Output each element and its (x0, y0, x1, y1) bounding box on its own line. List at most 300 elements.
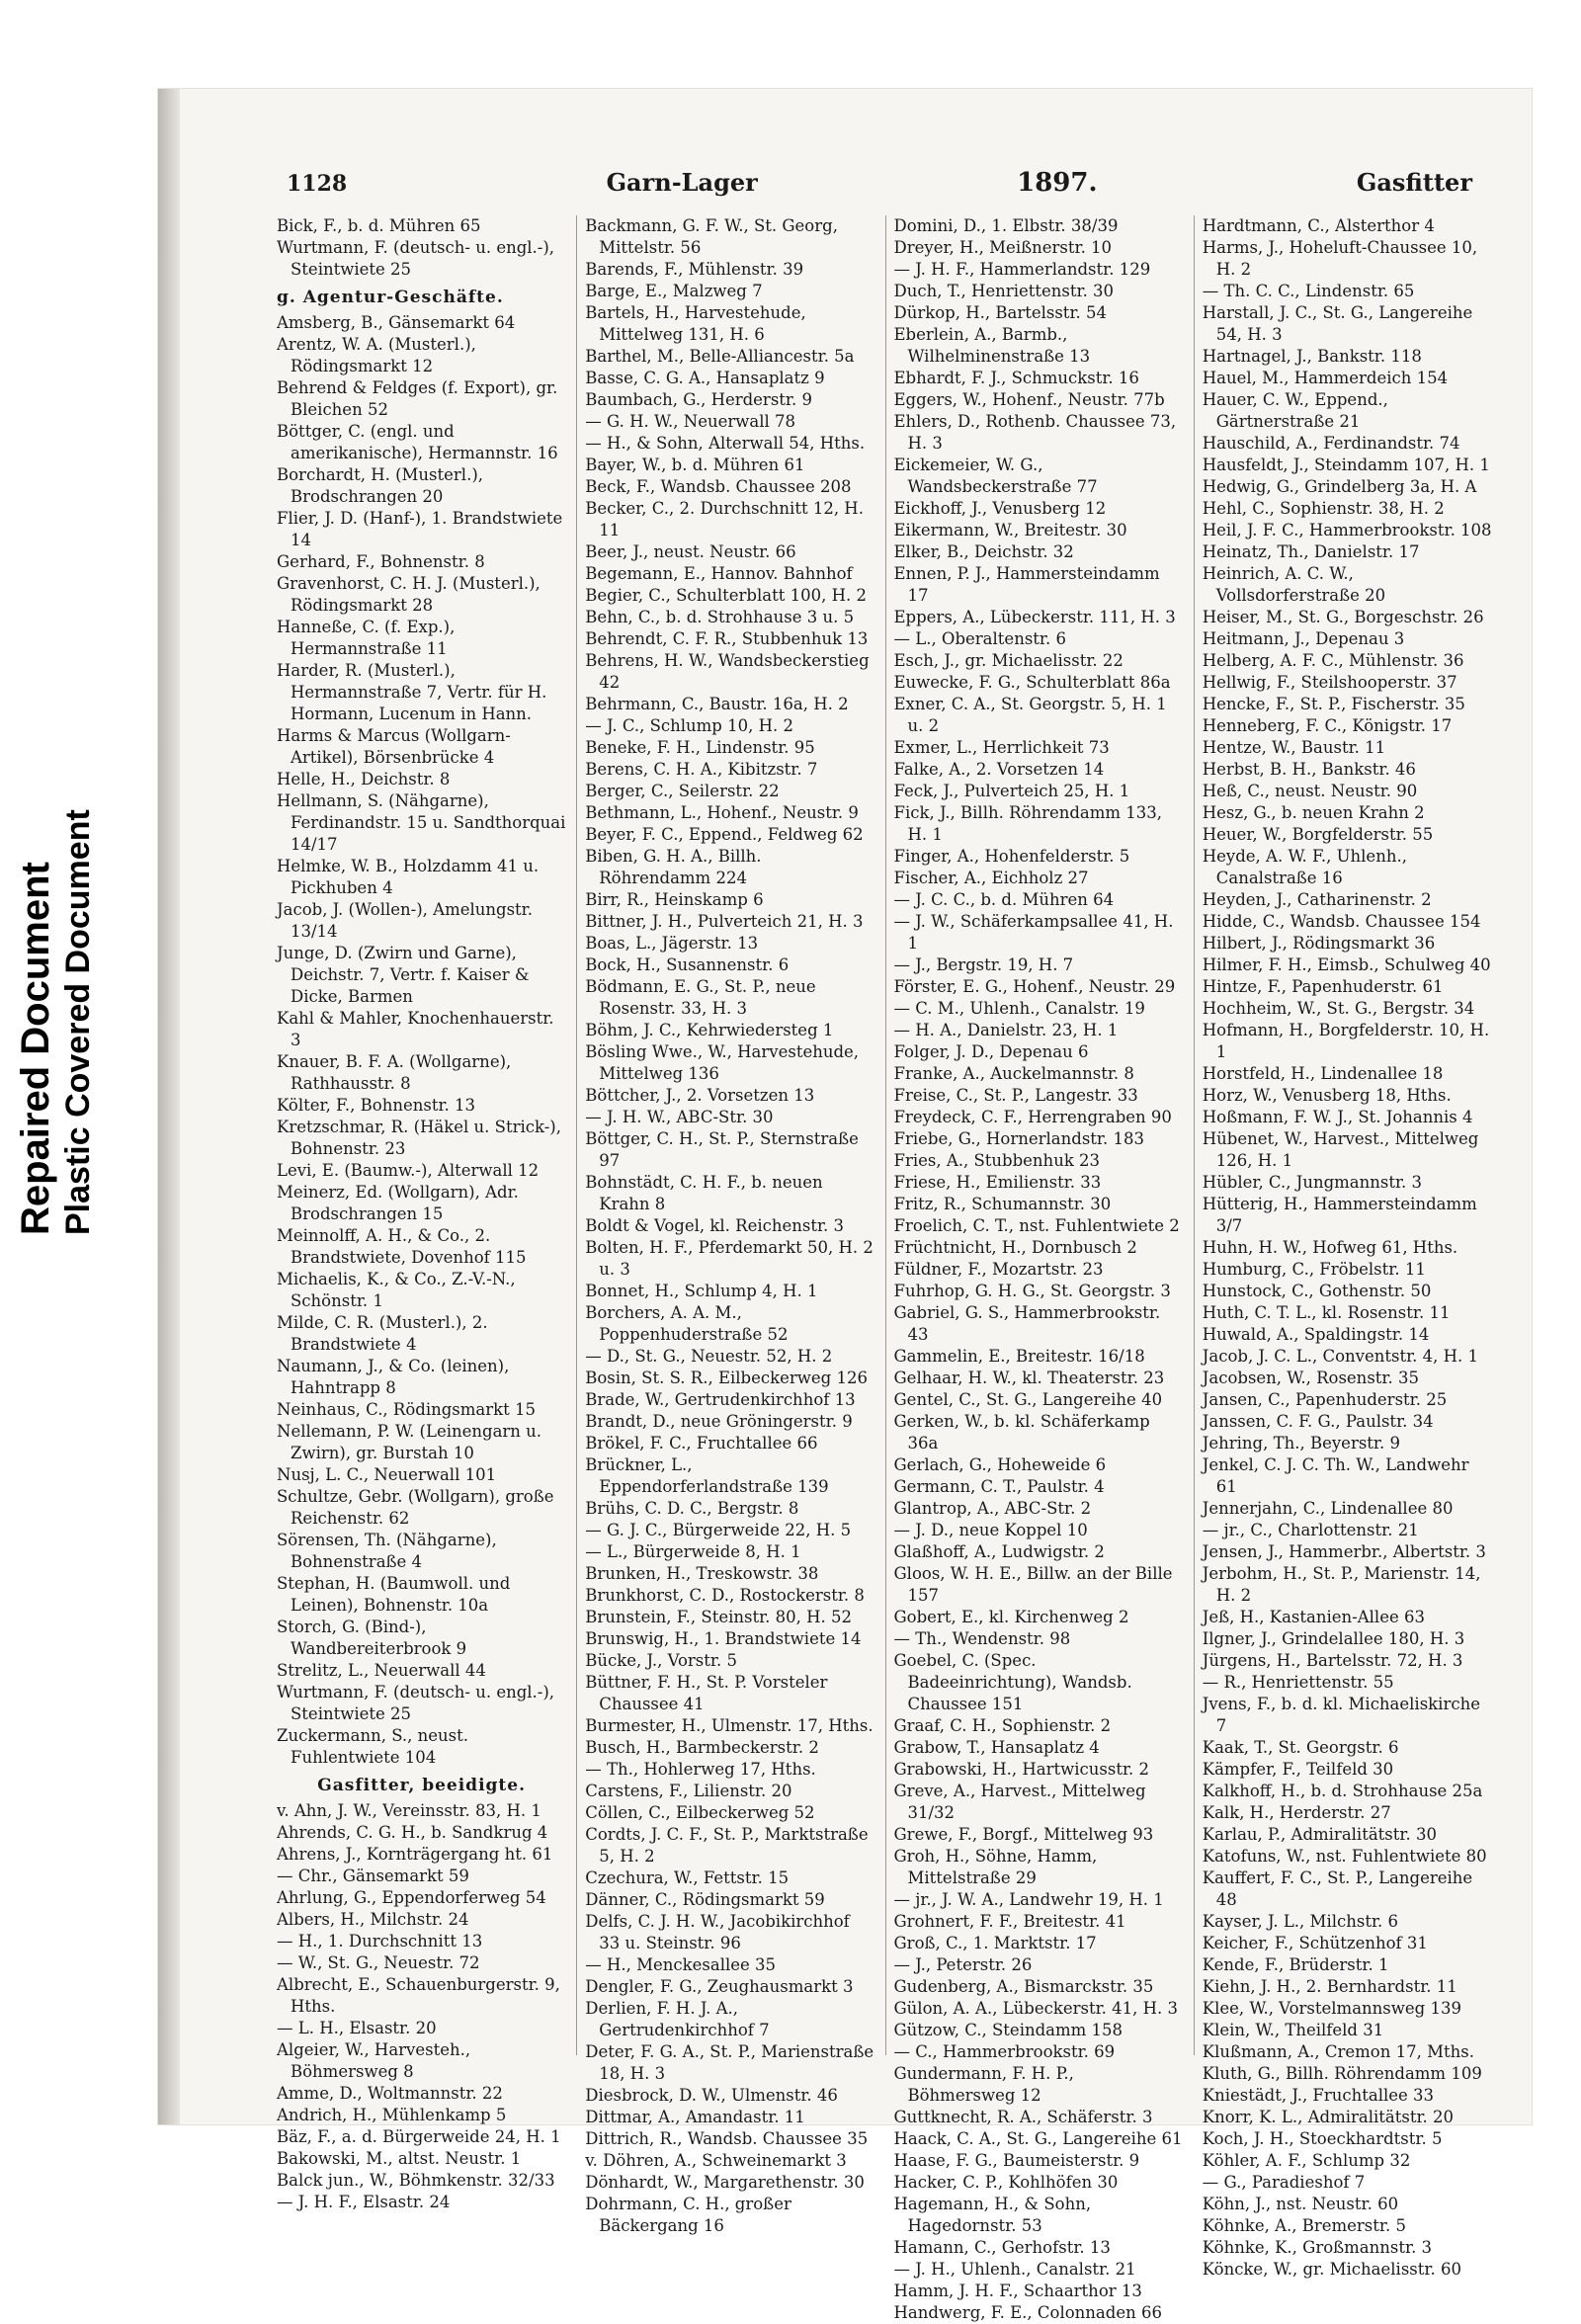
directory-entry: Humburg, C., Fröbelstr. 11 (1202, 1260, 1426, 1279)
directory-entry: Falke, A., 2. Vorsetzen 14 (893, 760, 1105, 779)
directory-entry: Dreyer, H., Meißnerstr. 10 (893, 238, 1113, 257)
directory-entry: Heitmann, J., Depenau 3 (1202, 629, 1405, 648)
directory-entry: Hochheim, W., St. G., Bergstr. 34 (1202, 999, 1475, 1018)
directory-entry: Hintze, F., Papenhuderstr. 61 (1202, 977, 1444, 996)
directory-entry: — H. A., Danielstr. 23, H. 1 (893, 1021, 1119, 1039)
directory-entry: — W., St. G., Neuestr. 72 (277, 1953, 480, 1972)
directory-entry: Nusj, L. C., Neuerwall 101 (277, 1465, 497, 1484)
directory-entry: Algeier, W., Harvesteh., Böhmersweg 8 (277, 2040, 471, 2081)
directory-entry: Busch, H., Barmbeckerstr. 2 (585, 1738, 819, 1757)
directory-entry: Hoßmann, F. W. J., St. Johannis 4 (1202, 1108, 1473, 1126)
directory-entry: Fischer, A., Eichholz 27 (893, 869, 1089, 887)
directory-entry: Kiehn, J. H., 2. Bernhardstr. 11 (1202, 1977, 1457, 1996)
directory-entry: Bosin, St. S. R., Eilbeckerweg 126 (585, 1369, 868, 1387)
directory-entry: Horstfeld, H., Lindenallee 18 (1202, 1064, 1444, 1083)
column-1 (277, 215, 566, 2211)
directory-entry: Guttknecht, R. A., Schäferstr. 3 (893, 2108, 1153, 2126)
directory-entry: Böttcher, J., 2. Vorsetzen 13 (585, 1086, 815, 1105)
directory-entry: Greve, A., Harvest., Mittelweg 31/32 (893, 1782, 1146, 1822)
directory-entry: Borchardt, H. (Musterl.), Brodschrangen 20 (277, 465, 484, 506)
directory-entry: Czechura, W., Fettstr. 15 (585, 1868, 790, 1887)
directory-entry: v. Döhren, A., Schweinemarkt 3 (585, 2151, 847, 2170)
directory-entry: Bayer, W., b. d. Mühren 61 (585, 456, 805, 474)
directory-entry: Domini, D., 1. Elbstr. 38/39 (893, 216, 1119, 235)
directory-entry: Sörensen, Th. (Nähgarne), Bohnenstraße 4 (277, 1531, 497, 1571)
directory-entry: Brunswig, H., 1. Brandstwiete 14 (585, 1629, 862, 1648)
directory-entry: Amme, D., Woltmannstr. 22 (277, 2084, 503, 2103)
directory-entry: — H., 1. Durchschnitt 13 (277, 1932, 483, 1950)
directory-entry: Baumbach, G., Herderstr. 9 (585, 390, 812, 409)
directory-entry: Hamann, C., Gerhofstr. 13 (893, 2238, 1111, 2257)
directory-entry: Hauer, C. W., Eppend., Gärtnerstraße 21 (1202, 390, 1388, 431)
directory-entry: Jacob, J. (Wollen-), Amelungstr. 13/14 (277, 900, 533, 941)
directory-entry: Duch, T., Henriettenstr. 30 (893, 282, 1115, 300)
directory-entry: Esch, J., gr. Michaelisstr. 22 (893, 651, 1123, 670)
directory-entry: Klein, W., Theilfeld 31 (1202, 2021, 1384, 2039)
directory-entry: Köhnke, K., Großmannstr. 3 (1202, 2238, 1433, 2257)
directory-entry: Harms, J., Hoheluft-Chaussee 10, H. 2 (1202, 238, 1478, 279)
directory-entry: Handwerg, F. E., Colonnaden 66 (893, 2303, 1162, 2322)
directory-entry: Brunkhorst, C. D., Rostockerstr. 8 (585, 1586, 865, 1605)
directory-entry: Klußmann, A., Cremon 17, Mths. (1202, 2042, 1474, 2061)
directory-entry: Bösling Wwe., W., Harvestehude, Mittelweg 136 (585, 1042, 860, 1083)
directory-entry: Jensen, J., Hammerbr., Albertstr. 3 (1202, 1542, 1486, 1561)
directory-entry: Freise, C., St. P., Langestr. 33 (893, 1086, 1138, 1105)
directory-entry: Brunstein, F., Steinstr. 80, H. 52 (585, 1608, 853, 1626)
directory-entry: Folger, J. D., Depenau 6 (893, 1042, 1089, 1061)
directory-entry: — jr., J. W. A., Landwehr 19, H. 1 (893, 1890, 1164, 1909)
directory-entry: Brökel, F. C., Fruchtallee 66 (585, 1434, 818, 1452)
directory-entry: Dittmar, A., Amandastr. 11 (585, 2108, 805, 2126)
directory-entry: Ahrlung, G., Eppendorferweg 54 (277, 1888, 546, 1907)
directory-entry: — Chr., Gänsemarkt 59 (277, 1867, 469, 1885)
directory-entry: Bick, F., b. d. Mühren 65 (277, 216, 481, 235)
directory-entry: Hidde, C., Wandsb. Chaussee 154 (1202, 912, 1481, 931)
directory-entry: Bakowski, M., altst. Neustr. 1 (277, 2149, 522, 2168)
directory-entry: Kniestädt, J., Fruchtallee 33 (1202, 2086, 1435, 2105)
directory-entry: Finger, A., Hohenfelderstr. 5 (893, 847, 1130, 866)
directory-entry: Hilbert, J., Rödingsmarkt 36 (1202, 934, 1436, 953)
directory-entry: Köhler, A. F., Schlump 32 (1202, 2151, 1411, 2170)
directory-entry: — H., Menckesallee 35 (585, 1955, 777, 1974)
directory-entry: Friese, H., Emilienstr. 33 (893, 1173, 1102, 1192)
right-running-title: Gasfitter (1356, 168, 1472, 197)
directory-entry: Eppers, A., Lübeckerstr. 111, H. 3 (893, 608, 1176, 626)
directory-entry: v. Ahn, J. W., Vereinsstr. 83, H. 1 (277, 1801, 541, 1820)
directory-entry: Früchtnicht, H., Dornbusch 2 (893, 1238, 1137, 1257)
directory-entry: Euwecke, F. G., Schulterblatt 86a (893, 673, 1171, 692)
directory-entry: Jacob, J. C. L., Conventstr. 4, H. 1 (1202, 1347, 1479, 1366)
directory-entry: Basse, C. G. A., Hansaplatz 9 (585, 369, 825, 387)
directory-entry: Grewe, F., Borgf., Mittelweg 93 (893, 1825, 1154, 1844)
directory-entry: Huhn, H. W., Hofweg 61, Hths. (1202, 1238, 1458, 1257)
directory-entry: Friebe, G., Hornerlandstr. 183 (893, 1129, 1144, 1148)
directory-entry: — G. H. W., Neuerwall 78 (585, 412, 796, 431)
directory-entry: Gobert, E., kl. Kirchenweg 2 (893, 1608, 1129, 1626)
directory-entry: Gelhaar, H. W., kl. Theaterstr. 23 (893, 1369, 1165, 1387)
directory-entry: Dohrmann, C. H., großer Bäckergang 16 (585, 2195, 791, 2235)
directory-entry: — H., & Sohn, Alterwall 54, Hths. (585, 434, 866, 453)
directory-entry: Kaak, T., St. Georgstr. 6 (1202, 1738, 1399, 1757)
directory-columns (277, 215, 1492, 2322)
directory-entry: — G., Paradieshof 7 (1202, 2173, 1366, 2192)
directory-entry: Hübenet, W., Harvest., Mittelweg 126, H. 1 (1202, 1129, 1479, 1170)
directory-entry: Gentel, C., St. G., Langereihe 40 (893, 1390, 1163, 1409)
directory-entry: — C., Hammerbrookstr. 69 (893, 2042, 1116, 2061)
directory-entry: Keicher, F., Schützenhof 31 (1202, 1934, 1428, 1952)
column-3 (885, 215, 1184, 2322)
directory-entry: Kende, F., Brüderstr. 1 (1202, 1955, 1389, 1974)
directory-entry: Diesbrock, D. W., Ulmenstr. 46 (585, 2086, 838, 2105)
directory-entry: Hellwig, F., Steilshooperstr. 37 (1202, 673, 1457, 692)
directory-entry: Beneke, F. H., Lindenstr. 95 (585, 738, 815, 757)
directory-entry: Cöllen, C., Eilbeckerweg 52 (585, 1803, 815, 1822)
directory-entry: Jvens, F., b. d. kl. Michaeliskirche 7 (1202, 1695, 1480, 1735)
directory-entry: Biben, G. H. A., Billh. Röhrendamm 224 (585, 847, 762, 887)
directory-entry: Költer, F., Bohnenstr. 13 (277, 1096, 476, 1115)
directory-entry: Harder, R. (Musterl.), Hermannstraße 7, Vertr. für H. Hormann, Lucenum in Hann. (277, 661, 547, 723)
directory-entry: Horz, W., Venusberg 18, Hths. (1202, 1086, 1452, 1105)
directory-entry: Heiser, M., St. G., Borgeschstr. 26 (1202, 608, 1484, 626)
directory-entry: Brunken, H., Treskowstr. 38 (585, 1564, 819, 1583)
directory-entry: Behrend & Feldges (f. Export), gr. Bleichen 52 (277, 378, 558, 419)
directory-entry: Milde, C. R. (Musterl.), 2. Brandstwiete 4 (277, 1313, 488, 1354)
directory-entry: Berger, C., Seilerstr. 22 (585, 782, 780, 800)
directory-entry: Bödmann, E. G., St. P., neue Rosenstr. 33, H. 3 (585, 977, 816, 1018)
directory-entry: Strelitz, L., Neuerwall 44 (277, 1661, 486, 1680)
directory-entry: Grabow, T., Hansaplatz 4 (893, 1738, 1100, 1757)
directory-entry: Karlau, P., Admiralitätstr. 30 (1202, 1825, 1437, 1844)
directory-entry: — J. H. F., Elsastr. 24 (277, 2193, 451, 2211)
directory-entry: Glantrop, A., ABC-Str. 2 (893, 1499, 1092, 1518)
directory-entry: Gerken, W., b. kl. Schäferkamp 36a (893, 1412, 1150, 1452)
directory-entry: Köhnke, A., Bremerstr. 5 (1202, 2216, 1406, 2235)
directory-entry: Bonnet, H., Schlump 4, H. 1 (585, 1282, 818, 1300)
directory-entry: Eikermann, W., Breitestr. 30 (893, 521, 1127, 540)
directory-entry: Heinatz, Th., Danielstr. 17 (1202, 542, 1420, 561)
directory-entry: Beyer, F. C., Eppend., Feldweg 62 (585, 825, 864, 844)
directory-entry: Burmester, H., Ulmenstr. 17, Hths. (585, 1716, 874, 1735)
directory-entry: Haase, F. G., Baumeisterstr. 9 (893, 2151, 1140, 2170)
directory-entry: Exner, C. A., St. Georgstr. 5, H. 1 u. 2 (893, 695, 1167, 735)
directory-entry: Hanneße, C. (f. Exp.), Hermannstraße 11 (277, 618, 456, 658)
directory-entry: Dürkop, H., Bartelsstr. 54 (893, 303, 1107, 322)
directory-entry: Helle, H., Deichstr. 8 (277, 770, 451, 788)
directory-entry: Begemann, E., Hannov. Bahnhof (585, 564, 853, 583)
directory-entry: Begier, C., Schulterblatt 100, H. 2 (585, 586, 867, 605)
directory-entry: Ebhardt, F. J., Schmuckstr. 16 (893, 369, 1139, 387)
directory-entry: Gützow, C., Steindamm 158 (893, 2021, 1123, 2039)
directory-entry: Becker, C., 2. Durchschnitt 12, H. 11 (585, 499, 864, 540)
directory-entry: Dengler, F. G., Zeughausmarkt 3 (585, 1977, 854, 1996)
directory-entry: Hesz, G., b. neuen Krahn 2 (1202, 803, 1425, 822)
directory-entry: Eberlein, A., Barmb., Wilhelminenstraße 13 (893, 325, 1091, 366)
directory-entry: Freydeck, C. F., Herrengraben 90 (893, 1108, 1172, 1126)
directory-entry: Henneberg, F. C., Königstr. 17 (1202, 716, 1453, 735)
directory-entry: Helmke, W. B., Holzdamm 41 u. Pickhuben 4 (277, 857, 540, 897)
directory-entry: Brandt, D., neue Gröningerstr. 9 (585, 1412, 853, 1431)
directory-entry: Eickemeier, W. G., Wandsbeckerstraße 77 (893, 456, 1098, 496)
directory-entry: Janssen, C. F. G., Paulstr. 34 (1202, 1412, 1434, 1431)
directory-entry: Kalkhoff, H., b. d. Strohhause 25a (1202, 1782, 1483, 1800)
directory-entry: Kämpfer, F., Teilfeld 30 (1202, 1760, 1394, 1779)
directory-entry: Arentz, W. A. (Musterl.), Rödingsmarkt 12 (277, 335, 476, 375)
directory-entry: Wurtmann, F. (deutsch- u. engl.-), Steintwiete 25 (277, 1683, 555, 1723)
directory-entry: Gerhard, F., Bohnenstr. 8 (277, 552, 485, 571)
side-stamp-area (0, 0, 148, 2151)
directory-entry: Jeß, H., Kastanien-Allee 63 (1202, 1608, 1425, 1626)
directory-entry: Gravenhorst, C. H. J. (Musterl.), Rödingsmarkt 28 (277, 574, 541, 615)
directory-entry: Bittner, J. H., Pulverteich 21, H. 3 (585, 912, 864, 931)
directory-entry: Ehlers, D., Rothenb. Chaussee 73, H. 3 (893, 412, 1177, 453)
directory-entry: Exmer, L., Herrlichkeit 73 (893, 738, 1110, 757)
directory-entry: Grabowski, H., Hartwicusstr. 2 (893, 1760, 1150, 1779)
directory-entry: Bock, H., Susannenstr. 6 (585, 955, 790, 974)
section-heading-gasfitter: Gasfitter, beeidigte. (317, 1776, 526, 1795)
directory-entry: Hagemann, H., & Sohn, Hagedornstr. 53 (893, 2195, 1092, 2235)
directory-entry: Jürgens, H., Bartelsstr. 72, H. 3 (1202, 1651, 1463, 1670)
directory-entry: Elker, B., Deichstr. 32 (893, 542, 1074, 561)
directory-entry: Junge, D. (Zwirn und Garne), Deichstr. 7, Vertr. f. Kaiser & Dicke, Barmen (277, 944, 530, 1006)
directory-entry: Delfs, C. J. H. W., Jacobikirchhof 33 u. Steinstr. 96 (585, 1912, 850, 1952)
directory-entry: Hauel, M., Hammerdeich 154 (1202, 369, 1449, 387)
directory-entry: Huwald, A., Spaldingstr. 14 (1202, 1325, 1430, 1344)
directory-entry: Heyden, J., Catharinenstr. 2 (1202, 890, 1432, 909)
directory-entry: — J. C. C., b. d. Mühren 64 (893, 890, 1115, 909)
directory-entry: Bolten, H. F., Pferdemarkt 50, H. 2 u. 3 (585, 1238, 874, 1279)
directory-entry: Hamm, J. H. F., Schaarthor 13 (893, 2282, 1142, 2300)
directory-entry: Heil, J. F. C., Hammerbrookstr. 108 (1202, 521, 1492, 540)
directory-entry: Hübler, C., Jungmannstr. 3 (1202, 1173, 1423, 1192)
directory-entry: Hausfeldt, J., Steindamm 107, H. 1 (1202, 456, 1490, 474)
page-binding-edge (158, 89, 180, 2124)
directory-entry: — Th. C. C., Lindenstr. 65 (1202, 282, 1415, 300)
directory-entry: — D., St. G., Neuestr. 52, H. 2 (585, 1347, 833, 1366)
directory-entry: Katofuns, W., nst. Fuhlentwiete 80 (1202, 1847, 1487, 1866)
directory-entry: Böhm, J. C., Kehrwiedersteg 1 (585, 1021, 834, 1039)
directory-entry: Hunstock, C., Gothenstr. 50 (1202, 1282, 1432, 1300)
directory-entry: Jenkel, C. J. C. Th. W., Landwehr 61 (1202, 1455, 1469, 1496)
directory-entry: — L., Oberaltenstr. 6 (893, 629, 1066, 648)
left-running-title: Garn-Lager (606, 168, 758, 197)
directory-entry: Harstall, J. C., St. G., Langereihe 54, H. 3 (1202, 303, 1473, 344)
directory-entry: — J. C., Schlump 10, H. 2 (585, 716, 793, 735)
directory-entry: Bethmann, L., Hohenf., Neustr. 9 (585, 803, 859, 822)
directory-entry: Andrich, H., Mühlenkamp 5 (277, 2106, 507, 2124)
directory-entry: Jehring, Th., Beyerstr. 9 (1202, 1434, 1400, 1452)
directory-entry: Albrecht, E., Schauenburgerstr. 9, Hths. (277, 1975, 560, 2016)
column-2 (576, 215, 874, 2235)
directory-entry: — J., Bergstr. 19, H. 7 (893, 955, 1074, 974)
directory-entry: Behrendt, C. F. R., Stubbenhuk 13 (585, 629, 869, 648)
directory-entry: Heinrich, A. C. W., Vollsdorferstraße 20 (1202, 564, 1386, 605)
directory-entry: Hentze, W., Baustr. 11 (1202, 738, 1386, 757)
directory-entry: Huth, C. T. L., kl. Rosenstr. 11 (1202, 1303, 1451, 1322)
directory-entry: Jacobsen, W., Rosenstr. 35 (1202, 1369, 1419, 1387)
directory-entry: Büttner, F. H., St. P. Vorsteler Chaussee 41 (585, 1673, 828, 1713)
directory-entry: — Th., Wendenstr. 98 (893, 1629, 1071, 1648)
directory-entry: Neinhaus, C., Rödingsmarkt 15 (277, 1400, 537, 1419)
directory-entry: Heyde, A. W. F., Uhlenh., Canalstraße 16 (1202, 847, 1407, 887)
directory-entry: Ahrens, J., Kornträgergang ht. 61 (277, 1845, 553, 1864)
directory-entry: Backmann, G. F. W., St. Georg, Mittelstr. 56 (585, 216, 838, 257)
directory-entry: Eggers, W., Hohenf., Neustr. 77b (893, 390, 1165, 409)
directory-entry: Füldner, F., Mozartstr. 23 (893, 1260, 1104, 1279)
directory-entry: — L. H., Elsastr. 20 (277, 2019, 437, 2037)
directory-entry: Beer, J., neust. Neustr. 66 (585, 542, 796, 561)
directory-entry: Barge, E., Malzweg 7 (585, 282, 763, 300)
directory-entry: — J. W., Schäferkampsallee 41, H. 1 (893, 912, 1174, 953)
column-4 (1194, 215, 1492, 2279)
directory-entry: Naumann, J., & Co. (leinen), Hahntrapp 8 (277, 1357, 510, 1397)
directory-entry: Heuer, W., Borgfelderstr. 55 (1202, 825, 1434, 844)
directory-entry: — J. D., neue Koppel 10 (893, 1521, 1088, 1539)
directory-entry: Jerbohm, H., St. P., Marienstr. 14, H. 2 (1202, 1564, 1481, 1605)
directory-entry: Kahl & Mahler, Knochenhauerstr. 3 (277, 1009, 554, 1049)
directory-entry: Berens, C. H. A., Kibitzstr. 7 (585, 760, 818, 779)
directory-entry: Hehl, C., Sophienstr. 38, H. 2 (1202, 499, 1445, 518)
directory-entry: Goebel, C. (Spec. Badeeinrichtung), Wandsb. Chaussee 151 (893, 1651, 1132, 1713)
directory-entry: — R., Henriettenstr. 55 (1202, 1673, 1394, 1692)
directory-entry: Barthel, M., Belle-Alliancestr. 5a (585, 347, 855, 366)
directory-entry: Gerlach, G., Hoheweide 6 (893, 1455, 1107, 1474)
directory-entry: Schultze, Gebr. (Wollgarn), große Reichenstr. 62 (277, 1487, 554, 1528)
directory-entry: — G. J. C., Bürgerweide 22, H. 5 (585, 1521, 852, 1539)
directory-entry: Klee, W., Vorstelmannsweg 139 (1202, 1999, 1461, 2018)
directory-entry: Dänner, C., Rödingsmarkt 59 (585, 1890, 825, 1909)
directory-entry: Jennerjahn, C., Lindenallee 80 (1202, 1499, 1454, 1518)
directory-entry: Brade, W., Gertrudenkirchhof 13 (585, 1390, 856, 1409)
directory-entry: Herbst, B. H., Bankstr. 46 (1202, 760, 1416, 779)
directory-entry: Bohnstädt, C. H. F., b. neuen Krahn 8 (585, 1173, 823, 1213)
directory-entry: Deter, F. G. A., St. P., Marienstraße 18, H. 3 (585, 2042, 874, 2083)
directory-entry: Brühs, C. D. C., Bergstr. 8 (585, 1499, 799, 1518)
directory-entry: — J. H. F., Hammerlandstr. 129 (893, 260, 1151, 279)
directory-entry: Haack, C. A., St. G., Langereihe 61 (893, 2129, 1183, 2148)
directory-entry: Knorr, K. L., Admiralitätstr. 20 (1202, 2108, 1455, 2126)
directory-entry: Köncke, W., gr. Michaelisstr. 60 (1202, 2260, 1461, 2279)
section-heading-agentur: g. Agentur-Geschäfte. (277, 288, 504, 307)
directory-entry: Köhn, J., nst. Neustr. 60 (1202, 2195, 1399, 2213)
directory-entry: Ilgner, J., Grindelallee 180, H. 3 (1202, 1629, 1465, 1648)
directory-entry: Boldt & Vogel, kl. Reichenstr. 3 (585, 1216, 845, 1235)
directory-entry: Kayser, J. L., Milchstr. 6 (1202, 1912, 1399, 1931)
directory-entry: — J., Peterstr. 26 (893, 1955, 1033, 1974)
directory-entry: Dittrich, R., Wandsb. Chaussee 35 (585, 2129, 869, 2148)
directory-entry: Harms & Marcus (Wollgarn-Artikel), Börsenbrücke 4 (277, 726, 511, 767)
directory-entry: Gundermann, F. H. P., Böhmersweg 12 (893, 2064, 1074, 2105)
directory-entry: Beck, F., Wandsb. Chaussee 208 (585, 477, 852, 496)
page-number: 1128 (287, 171, 348, 197)
directory-entry: Wurtmann, F. (deutsch- u. engl.-), Steintwiete 25 (277, 238, 555, 279)
directory-entry: Kalk, H., Herderstr. 27 (1202, 1803, 1391, 1822)
directory-entry: Froelich, C. T., nst. Fuhlentwiete 2 (893, 1216, 1180, 1235)
directory-entry: Storch, G. (Bind-), Wandbereiterbrook 9 (277, 1618, 467, 1658)
plastic-covered-stamp: Plastic Covered Document (59, 809, 97, 1235)
directory-entry: Behrmann, C., Baustr. 16a, H. 2 (585, 695, 849, 713)
directory-entry: Stephan, H. (Baumwoll. und Leinen), Bohnenstr. 10a (277, 1574, 511, 1615)
directory-entry: Groh, H., Söhne, Hamm, Mittelstraße 29 (893, 1847, 1098, 1887)
directory-page (158, 89, 1532, 2322)
directory-entry: Hardtmann, C., Alsterthor 4 (1202, 216, 1435, 235)
directory-entry: — L., Bürgerweide 8, H. 1 (585, 1542, 801, 1561)
directory-entry: Hauschild, A., Ferdinandstr. 74 (1202, 434, 1460, 453)
directory-entry: Gloos, W. H. E., Billw. an der Bille 157 (893, 1564, 1173, 1605)
directory-entry: Eickhoff, J., Venusberg 12 (893, 499, 1107, 518)
directory-entry: Franke, A., Auckelmannstr. 8 (893, 1064, 1134, 1083)
directory-entry: Fick, J., Billh. Röhrendamm 133, H. 1 (893, 803, 1163, 844)
directory-entry: Ahrends, C. G. H., b. Sandkrug 4 (277, 1823, 548, 1842)
directory-entry: Cordts, J. C. F., St. P., Marktstraße 5, H. 2 (585, 1825, 869, 1866)
directory-entry: Birr, R., Heinskamp 6 (585, 890, 764, 909)
directory-entry: Knauer, B. F. A. (Wollgarne), Rathhausstr. 8 (277, 1052, 512, 1093)
directory-entry: Böttger, C. (engl. und amerikanische), Hermannstr. 16 (277, 422, 558, 462)
directory-entry: Zuckermann, S., neust. Fuhlentwiete 104 (277, 1726, 469, 1767)
directory-entry: Gammelin, E., Breitestr. 16/18 (893, 1347, 1145, 1366)
directory-entry: Gülon, A. A., Lübeckerstr. 41, H. 3 (893, 1999, 1179, 2018)
directory-entry: Grohnert, F. F., Breitestr. 41 (893, 1912, 1126, 1931)
directory-entry: Carstens, F., Lilienstr. 20 (585, 1782, 792, 1800)
directory-entry: Gabriel, G. S., Hammerbrookstr. 43 (893, 1303, 1161, 1344)
directory-entry: Fuhrhop, G. H. G., St. Georgstr. 3 (893, 1282, 1171, 1300)
directory-entry: Koch, J. H., Stoeckhardtstr. 5 (1202, 2129, 1443, 2148)
directory-entry: Hedwig, G., Grindelberg 3a, H. A (1202, 477, 1477, 496)
directory-entry: Kauffert, F. C., St. P., Langereihe 48 (1202, 1868, 1473, 1909)
directory-entry: Meinerz, Ed. (Wollgarn), Adr. Brodschrangen 15 (277, 1183, 519, 1223)
directory-entry: Bäz, F., a. d. Bürgerweide 24, H. 1 (277, 2127, 561, 2146)
directory-entry: Kluth, G., Billh. Röhrendamm 109 (1202, 2064, 1482, 2083)
directory-entry: Brückner, L., Eppendorferlandstraße 139 (585, 1455, 829, 1496)
directory-entry: Amsberg, B., Gänsemarkt 64 (277, 313, 516, 332)
directory-entry: Fritz, R., Schumannstr. 30 (893, 1195, 1112, 1213)
directory-entry: Dönhardt, W., Margarethenstr. 30 (585, 2173, 865, 2192)
directory-entry: Hilmer, F. H., Eimsb., Schulweg 40 (1202, 955, 1491, 974)
directory-entry: — J. H., Uhlenh., Canalstr. 21 (893, 2260, 1136, 2279)
directory-entry: Kretzschmar, R. (Häkel u. Strick-), Bohnenstr. 23 (277, 1118, 561, 1158)
directory-entry: Levi, E. (Baumw.-), Alterwall 12 (277, 1161, 540, 1180)
directory-entry: Albers, H., Milchstr. 24 (277, 1910, 469, 1929)
directory-entry: Jansen, C., Papenhuderstr. 25 (1202, 1390, 1448, 1409)
directory-entry: Fries, A., Stubbenhuk 23 (893, 1151, 1101, 1170)
directory-entry: Hofmann, H., Borgfelderstr. 10, H. 1 (1202, 1021, 1490, 1061)
repaired-document-stamp: Repaired Document (14, 862, 57, 1235)
directory-entry: Böttger, C. H., St. P., Sternstraße 97 (585, 1129, 859, 1170)
directory-entry: Graaf, C. H., Sophienstr. 2 (893, 1716, 1112, 1735)
directory-entry: — jr., C., Charlottenstr. 21 (1202, 1521, 1419, 1539)
directory-entry: Bücke, J., Vorstr. 5 (585, 1651, 737, 1670)
directory-entry: Michaelis, K., & Co., Z.-V.-N., Schönstr. 1 (277, 1270, 516, 1310)
directory-entry: Germann, C. T., Paulstr. 4 (893, 1477, 1105, 1496)
directory-entry: Boas, L., Jägerstr. 13 (585, 934, 759, 953)
directory-entry: Barends, F., Mühlenstr. 39 (585, 260, 804, 279)
directory-entry: — Th., Hohlerweg 17, Hths. (585, 1760, 816, 1779)
directory-entry: Heß, C., neust. Neustr. 90 (1202, 782, 1418, 800)
directory-entry: — C. M., Uhlenh., Canalstr. 19 (893, 999, 1145, 1018)
directory-entry: Hellmann, S. (Nähgarne), Ferdinandstr. 15 u. Sandthorquai 14/17 (277, 791, 566, 854)
directory-entry: Balck jun., W., Böhmkenstr. 32/33 (277, 2171, 555, 2190)
directory-entry: Behn, C., b. d. Strohhause 3 u. 5 (585, 608, 855, 626)
directory-entry: Derlien, F. H. J. A., Gertrudenkirchhof 7 (585, 1999, 770, 2039)
directory-entry: Bartels, H., Harvestehude, Mittelweg 131, H. 6 (585, 303, 806, 344)
directory-entry: Hütterig, H., Hammersteindamm 3/7 (1202, 1195, 1477, 1235)
directory-entry: Gudenberg, A., Bismarckstr. 35 (893, 1977, 1154, 1996)
directory-entry: Behrens, H. W., Wandsbeckerstieg 42 (585, 651, 870, 692)
year-heading: 1897. (1017, 168, 1098, 198)
directory-entry: Flier, J. D. (Hanf-), 1. Brandstwiete 14 (277, 509, 563, 549)
directory-entry: Feck, J., Pulverteich 25, H. 1 (893, 782, 1130, 800)
directory-entry: — J. H. W., ABC-Str. 30 (585, 1108, 774, 1126)
directory-entry: Groß, C., 1. Marktstr. 17 (893, 1934, 1097, 1952)
